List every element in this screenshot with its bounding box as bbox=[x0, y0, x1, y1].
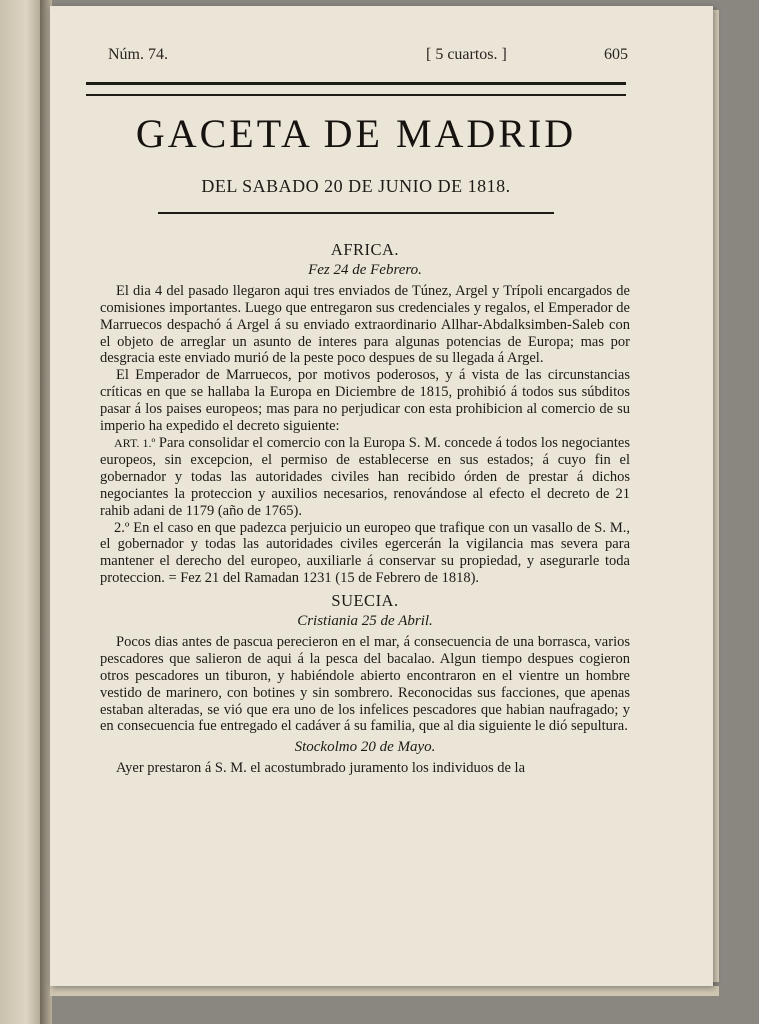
article-1-text: Para consolidar el comercio con la Europa S. M. concede á todos los negociantes europeos, sin excepcion, el permiso de establecerse en sus estados; á cuyo fin el gobernador y todas las autoridades civiles han recibido órden de prestar á dichos negociantes la proteccion y auxilios necesarios, renovándose al efecto el decreto de 21 rahib adani de 1179 (año de 1765). bbox=[100, 434, 631, 519]
page-number: 605 bbox=[604, 46, 628, 63]
page-bottom-edge bbox=[50, 986, 719, 996]
issue-number: Núm. 74. bbox=[108, 46, 168, 63]
masthead-rule bbox=[158, 212, 554, 214]
decree-article-1 bbox=[100, 435, 630, 520]
running-header bbox=[108, 46, 628, 68]
article-1-label: ART. 1.º bbox=[114, 435, 156, 450]
dateline-stockolmo: Stockolmo 20 de Mayo. bbox=[294, 739, 436, 756]
suecia-paragraph-1: Pocos dias antes de pascua perecieron en el mar, á consecuencia de una borrasca, varios pescadores que salieron de aqui á la pesca del bacalao. Algun tiempo despues cogieron otros pescadores un tiburon, y habiéndole abierto encontraron en el vientre un hombre vestido de marinero, con botines y sin sombrero. Reconocidas sus facciones, que apenas estaban alteradas, se vió que era uno de los infelices pescadores que habian naufragado; y en consecuencia fue entregado el cadáver á su familia, que al dia siguiente le dió sepultura. bbox=[100, 633, 630, 735]
dateline-cristiania: Cristiania 25 de Abril. bbox=[297, 613, 433, 630]
section-title-suecia: SUECIA. bbox=[331, 591, 399, 611]
article-body bbox=[100, 236, 630, 777]
facing-page-edge bbox=[0, 0, 44, 1024]
masthead-date: DEL SABADO 20 DE JUNIO DE 1818. bbox=[201, 176, 511, 196]
issue-price: [ 5 cuartos. ] bbox=[426, 46, 507, 63]
page-stack-edge bbox=[713, 10, 719, 982]
suecia-paragraph-2: Ayer prestaron á S. M. el acostumbrado juramento los individuos de la bbox=[116, 760, 526, 777]
section-title-africa: AFRICA. bbox=[330, 240, 400, 259]
newspaper-page bbox=[50, 6, 713, 986]
decree-article-2 bbox=[100, 520, 630, 588]
dateline-fez: Fez 24 de Febrero. bbox=[308, 261, 422, 278]
africa-paragraph-1: El dia 4 del pasado llegaron aqui tres enviados de Túnez, Argel y Trípoli encargados de comisiones importantes. Luego que entregaron sus credenciales y regalos, el Emperador de Marruecos despachó á Argel á su enviado extraordinario Allhar-Abdalksimben-Saleb con el objeto de arreglar un asunto de interes para algunas potencias de Europa; mas por desgracia este enviado murió de la peste poco despues de su llegada á Argel. bbox=[100, 282, 630, 367]
article-2-label: 2.º bbox=[114, 519, 130, 536]
masthead-title: GACETA DE MADRID bbox=[135, 111, 577, 156]
africa-paragraph-2: El Emperador de Marruecos, por motivos poderosos, y á vista de las circunstancias críticas en que se hallaba la Europa en Diciembre de 1815, prohibió á todos sus súbditos pasar á los paises europeos; mas para no perjudicar con esta prohibicion al comercio de su imperio ha expedido el decreto siguiente: bbox=[100, 367, 630, 435]
header-double-rule bbox=[86, 82, 626, 96]
article-2-text: En el caso en que padezca perjuicio un europeo que trafique con un vasallo de S. M., el gobernador y todas las autoridades civiles egercerán la vigilancia mas severa para mantener el derecho del europeo, auxiliarle á conservar su propiedad, y asegurarle toda proteccion. = Fez 21 del Ramadan 1231 (15 de Febrero de 1818). bbox=[100, 519, 631, 587]
